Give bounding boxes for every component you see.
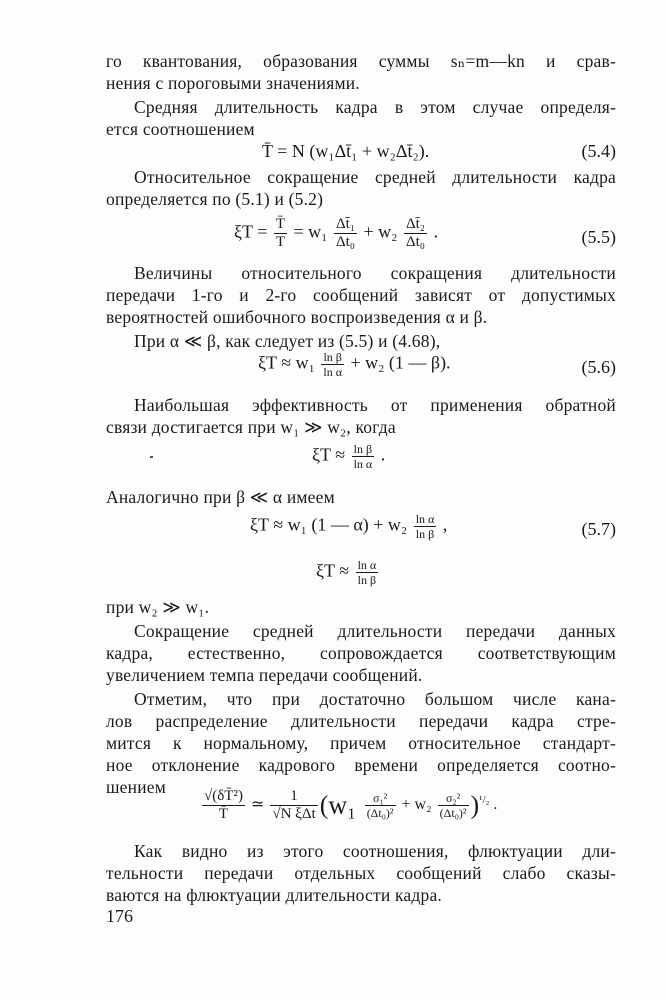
equation-number: (5.5) xyxy=(581,227,616,247)
eq-part: ξT ≈ xyxy=(316,560,354,581)
eq-part: ξT ≈ w₁ (1 — α) + w₂ xyxy=(250,514,412,535)
equation-ratio-1 xyxy=(312,442,385,471)
text-line: Как видно из этого соотношения, флюктуации дли- xyxy=(134,841,616,861)
eq-part: ξT ≈ w₁ xyxy=(258,352,320,373)
fraction xyxy=(321,350,344,379)
fraction-numerator: Δt̄₂ xyxy=(405,216,425,232)
text-line: При α ≪ β, как следует из (5.5) и (4.68), xyxy=(134,331,441,351)
fraction-numerator: √(δT̄²) xyxy=(204,788,243,804)
eq-part: , xyxy=(438,514,448,535)
fraction-denominator: ln α xyxy=(353,457,373,471)
text-line: мится к нормальному, причем относительное стандарт- xyxy=(106,733,616,753)
eq-part: ξT ≈ xyxy=(312,444,350,465)
fraction-denominator: (Δt₀)² xyxy=(366,806,394,820)
equation-number: (5.6) xyxy=(581,357,616,377)
fraction-denominator: ln α xyxy=(323,365,342,379)
text-line: Относительное сокращение средней длительности кадра xyxy=(134,167,616,187)
page-number: 176 xyxy=(106,906,133,926)
fraction-denominator: Δt₀ xyxy=(405,234,425,250)
eq-part: ≃ xyxy=(246,796,269,814)
fraction xyxy=(270,788,317,823)
text-line: нения с пороговыми значениями. xyxy=(106,73,360,93)
fraction xyxy=(356,558,379,587)
text-line: Аналогично при β ≪ α имеем xyxy=(106,487,335,507)
fraction xyxy=(438,791,469,820)
text-line: ваются на флюктуации длительности кадра. xyxy=(106,885,442,905)
exponent: ¹/₂ xyxy=(479,793,490,806)
fraction-denominator: T̄ xyxy=(218,806,229,822)
eq-part: + w₂ (1 — β). xyxy=(345,352,451,373)
fraction-numerator: T̄ xyxy=(275,216,286,232)
text-line: определяется по (5.1) и (5.2) xyxy=(106,189,324,209)
text-line: го квантования, образования суммы sₙ=m—kn и срав- xyxy=(106,51,616,71)
equation-5-5 xyxy=(234,216,438,251)
fraction xyxy=(352,442,375,471)
eq-part: . xyxy=(376,444,386,465)
equation-5-4: T̄ = N (w₁Δt̄₁ + w₂Δt̄₂). xyxy=(262,141,430,161)
text-line: Средняя длительность кадра в этом случае определя- xyxy=(134,97,616,117)
fraction-numerator: Δt̄₁ xyxy=(335,216,356,232)
fraction-numerator: 1 xyxy=(270,788,317,806)
text-line: тельности передачи отдельных сообщений слабо сказы- xyxy=(106,863,616,883)
eq-part: . xyxy=(429,221,438,242)
fraction xyxy=(365,791,396,820)
equation-5-6 xyxy=(258,350,451,379)
text-line: кадра, естественно, сопровождается соответствующим xyxy=(106,643,616,663)
fraction-denominator: (Δt₀)² xyxy=(439,806,467,820)
text-line: передачи 1-го и 2-го сообщений зависят от допустимых xyxy=(106,285,616,305)
fraction-numerator: ln β xyxy=(352,442,375,457)
fraction xyxy=(202,788,245,823)
text-line: лов распределение длительности передачи кадра стре- xyxy=(106,711,616,731)
text-line: вероятностей ошибочного воспроизведения α и β. xyxy=(106,307,488,327)
text-line: ное отклонение кадрового времени определяется соотно- xyxy=(106,755,616,775)
fraction-numerator: ln α xyxy=(415,512,435,526)
equation-number: (5.7) xyxy=(581,519,616,539)
equation-ratio-2 xyxy=(316,558,380,587)
fraction-numerator: ln α xyxy=(357,558,377,572)
fraction-denominator: T xyxy=(275,234,286,250)
eq-part: + w₂ xyxy=(397,796,436,814)
equation-number: (5.4) xyxy=(581,141,616,161)
eq-part: + w₂ xyxy=(359,221,402,242)
eq-part: = w₁ xyxy=(289,221,332,242)
eq-part: . xyxy=(489,796,498,814)
fraction-denominator: ln β xyxy=(415,527,435,541)
fraction-denominator: Δt₀ xyxy=(335,234,356,250)
text-line: шением xyxy=(106,777,167,797)
ink-speck xyxy=(150,456,153,458)
fraction-denominator: √N ξΔt xyxy=(272,806,316,822)
fraction-numerator: σ₁² xyxy=(365,791,396,806)
text-line: увеличением темпа передачи сообщений. xyxy=(106,665,423,685)
fraction xyxy=(404,216,427,251)
text-line: ется соотношением xyxy=(106,119,255,139)
eq-part: (w₁ xyxy=(319,790,363,820)
fraction xyxy=(414,512,437,541)
text-line: связи достигается при w₁ ≫ w₂, когда xyxy=(106,417,396,437)
fraction xyxy=(274,216,287,251)
fraction-denominator: ln β xyxy=(357,573,377,587)
equation-5-7 xyxy=(250,512,447,541)
text-line: Наибольшая эффективность от применения обратной xyxy=(134,395,616,415)
eq-part: ) xyxy=(470,790,480,820)
text-line: Сокращение средней длительности передачи данных xyxy=(134,621,616,641)
eq-part: ξT = xyxy=(234,221,272,242)
text-line: Величины относительного сокращения длительности xyxy=(134,263,616,283)
equation-std-deviation xyxy=(200,788,497,823)
text-line: Отметим, что при достаточно большом числе кана- xyxy=(134,689,616,709)
fraction-numerator: σ₂² xyxy=(438,791,469,806)
text-line: при w₂ ≫ w₁. xyxy=(106,597,210,617)
fraction-numerator: ln β xyxy=(321,350,344,365)
fraction xyxy=(334,216,357,251)
